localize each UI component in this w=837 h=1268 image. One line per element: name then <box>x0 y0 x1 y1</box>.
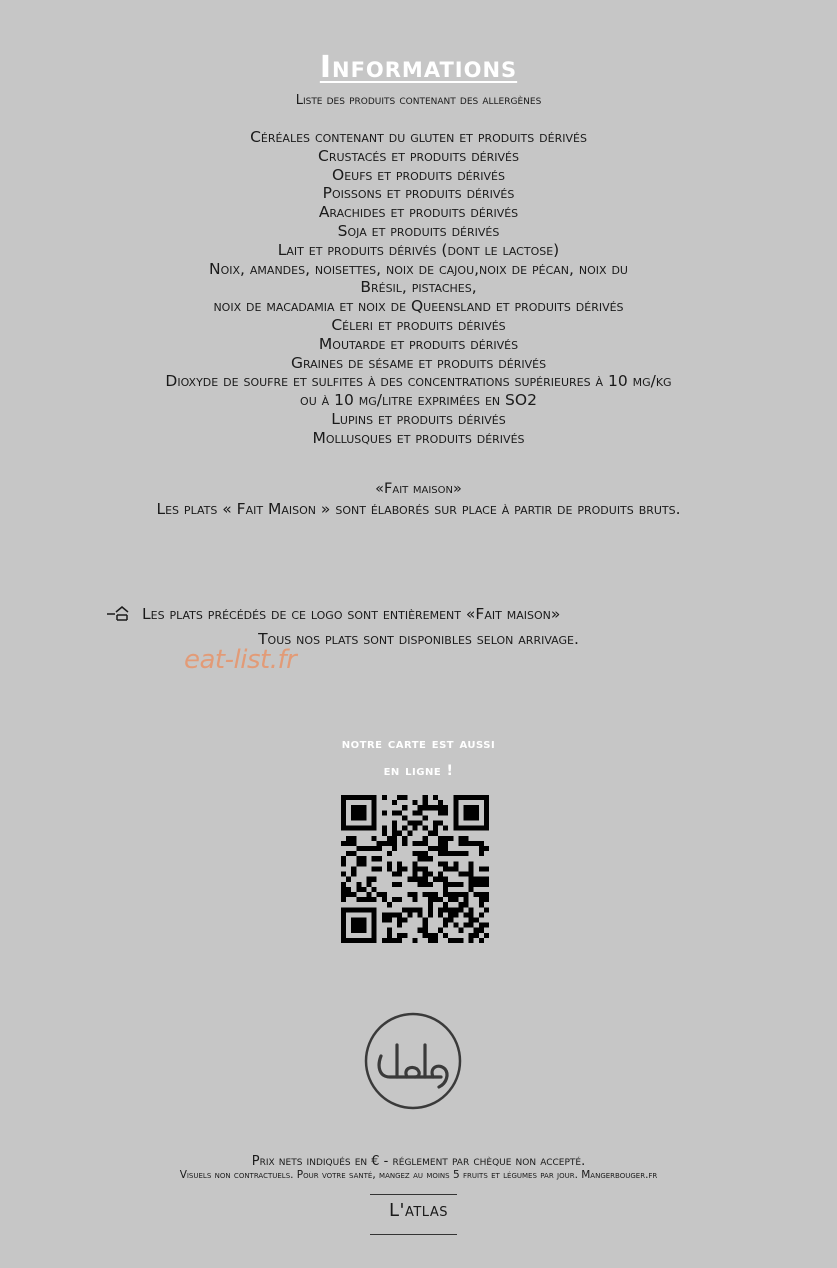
visuals-note: Visuels non contractuels. Pour votre santé, mangez au moins 5 fruits et légumes par jour. Mangerbouger.fr <box>179 1169 658 1181</box>
qr-code-icon[interactable] <box>341 795 489 943</box>
fait-maison-text: Les plats « Fait Maison » sont élaborés sur place à partir de produits bruts. <box>156 500 681 518</box>
list-item: Arachides et produits dérivés <box>318 203 519 222</box>
price-note: Prix nets indiqués en € - réglement par chèque non accepté. <box>251 1154 586 1169</box>
brand-divider-top <box>370 1194 457 1195</box>
watermark: eat-list.fr <box>184 645 297 675</box>
list-item: Graines de sésame et produits dérivés <box>290 353 547 372</box>
list-item: Lupins et produits dérivés <box>331 409 506 428</box>
list-item: Céréales contenant du gluten et produits dérivés <box>250 128 587 146</box>
list-item: noix de macadamia et noix de Queensland et produits dérivés <box>213 297 624 316</box>
logo-note-text: Les plats précédés de ce logo sont entièrement «Fait maison» <box>142 605 561 623</box>
fait-maison-heading: «Fait maison» <box>375 481 462 497</box>
arrivage-note: Tous nos plats sont disponibles selon arrivage. <box>258 630 579 648</box>
allergen-subtitle: Liste des produits contenant des allergènes <box>295 93 542 108</box>
list-item: Céleri et produits dérivés <box>331 315 506 334</box>
list-item: Mollusques et produits dérivés <box>312 428 525 447</box>
list-item: Soja et produits dérivés <box>337 221 500 240</box>
page-title: Informations <box>319 50 518 85</box>
brand-name: L'atlas <box>389 1200 448 1221</box>
halal-logo <box>363 1011 463 1111</box>
list-item: Poissons et produits dérivés <box>322 184 515 203</box>
fait-maison-icon <box>106 603 132 623</box>
list-item: Dioxyde de soufre et sulfites à des concentrations supérieures à 10 mg/kg <box>165 372 672 391</box>
online-heading-line2: en ligne ! <box>383 763 454 779</box>
brand-divider-bottom <box>370 1234 457 1235</box>
list-item: Brésil, pistaches, <box>360 278 477 297</box>
online-heading-line1: notre carte est aussi <box>341 736 496 752</box>
allergen-list <box>0 128 837 448</box>
list-item: Oeufs et produits dérivés <box>332 165 505 184</box>
list-item: Crustacés et produits dérivés <box>318 146 519 165</box>
list-item: Lait et produits dérivés (dont le lactose) <box>277 240 560 259</box>
list-item: Noix, amandes, noisettes, noix de cajou,noix de pécan, noix du <box>209 259 628 278</box>
list-item: Moutarde et produits dérivés <box>318 334 519 353</box>
list-item: ou à 10 mg/litre exprimées en SO2 <box>300 391 537 410</box>
logo-note <box>106 603 560 623</box>
